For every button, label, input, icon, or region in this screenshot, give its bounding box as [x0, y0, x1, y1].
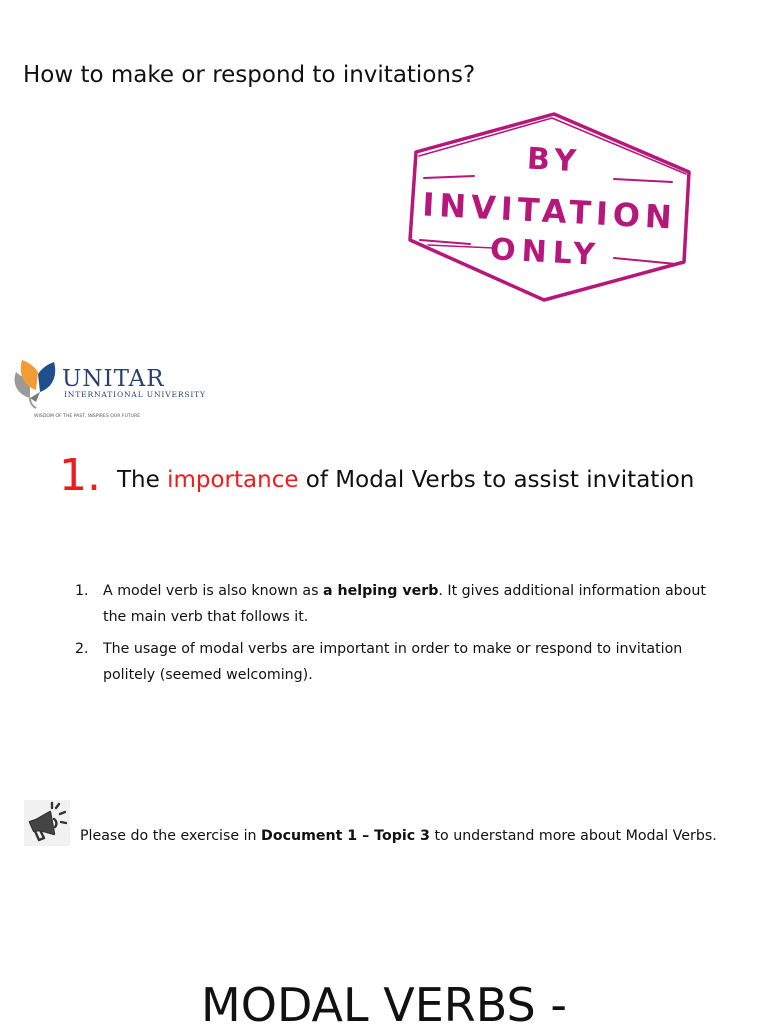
points-list — [75, 578, 715, 694]
list-item-index: 1. — [75, 583, 89, 599]
list-item-bold: a helping verb — [323, 583, 439, 599]
list-item-text — [103, 578, 715, 630]
stamp-line-2: INVITATION — [421, 185, 678, 237]
modal-verbs-title: MODAL VERBS - — [201, 978, 567, 1032]
megaphone-icon — [24, 800, 70, 846]
list-item — [75, 636, 715, 688]
list-item-text — [103, 636, 715, 688]
stamp-line-3: ONLY — [489, 232, 602, 273]
logo-tagline: WISDOM OF THE PAST, INSPIRES OUR FUTURE — [34, 414, 141, 419]
list-item-index: 2. — [75, 641, 89, 657]
exercise-text-pre: Please do the exercise in — [80, 828, 262, 844]
stamp-graphic — [404, 108, 696, 306]
list-item — [75, 578, 715, 630]
stamp-line-1: BY — [526, 141, 583, 180]
unitar-logo-graphic — [8, 352, 206, 424]
section-heading — [59, 450, 699, 501]
heading-highlight: importance — [167, 467, 299, 493]
document-reference: Document 1 – Topic 3 — [261, 828, 430, 844]
logo-name: UNITAR — [62, 366, 165, 392]
exercise-text — [80, 828, 717, 844]
unitar-logo — [8, 352, 206, 424]
logo-subtitle: INTERNATIONAL UNIVERSITY — [64, 390, 206, 399]
list-item-text-pre: A model verb is also known as — [103, 583, 324, 599]
page-title: How to make or respond to invitations? — [23, 62, 476, 88]
heading-text-before: The — [116, 467, 168, 493]
exercise-note — [24, 800, 754, 848]
exercise-text-post: to understand more about Modal Verbs. — [429, 828, 717, 844]
list-item-text-post: . It gives additional information about the main verb that follows it. — [103, 583, 706, 625]
by-invitation-only-stamp — [404, 108, 696, 306]
heading-text-after: of Modal Verbs to assist invitation — [298, 467, 695, 493]
list-item-text-pre: The usage of modal verbs are important in order to make or respond to invitation politely (seemed welcoming). — [103, 641, 683, 683]
section-number: 1. — [59, 450, 101, 501]
